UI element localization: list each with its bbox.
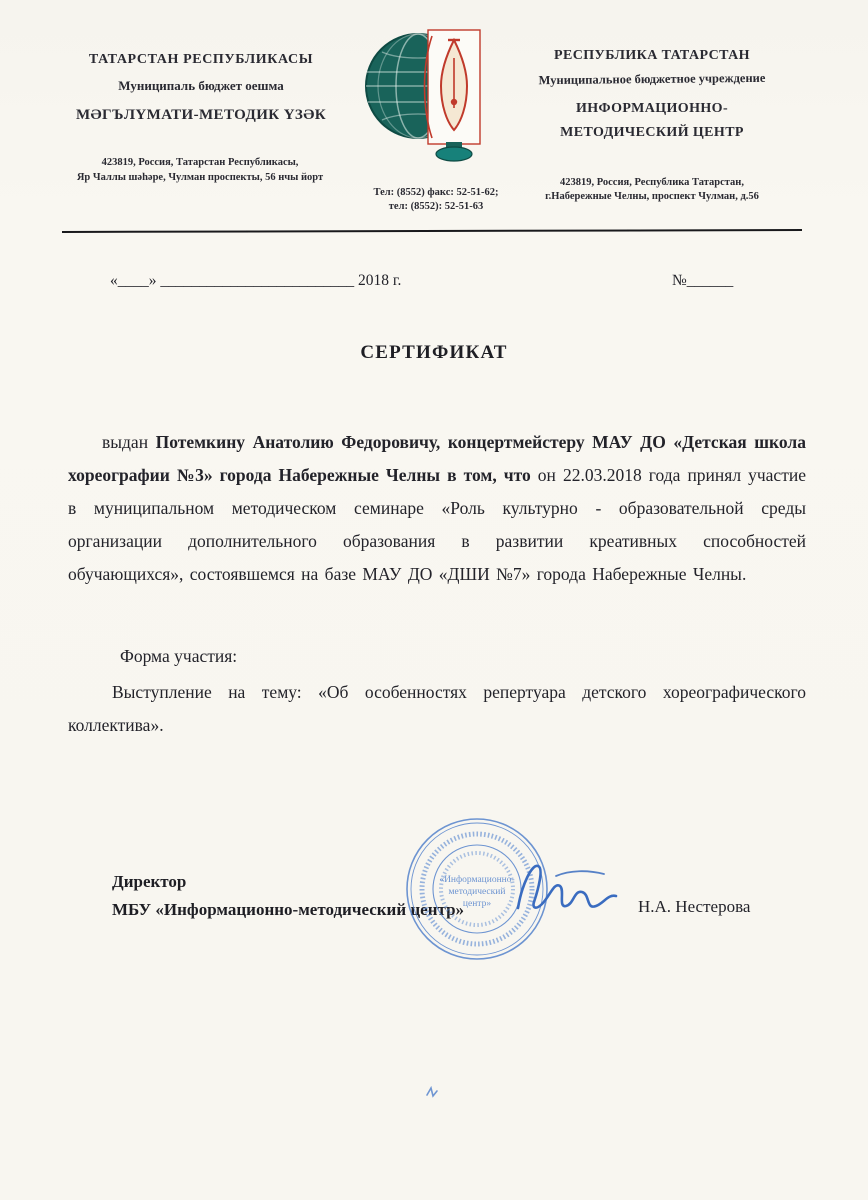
address-russian — [512, 176, 792, 204]
participation-text: Выступление на тему: «Об особенностях репертуара детского хореографического коллектива». — [68, 682, 806, 735]
signer-name: Н.А. Нестерова — [638, 897, 751, 916]
org-name-tatar-line3: МӘГЪЛҮМАТИ-МЕТОДИК ҮЗӘК — [75, 107, 327, 123]
ink-mark — [424, 1085, 440, 1101]
address-tatar-line1: 423819, Россия, Татарстан Республикасы, — [101, 157, 299, 168]
signature-icon — [512, 856, 622, 928]
signer-role-line2: МБУ «Информационно-методический центр» — [112, 900, 465, 919]
document-title: СЕРТИФИКАТ — [360, 342, 508, 363]
globe-pen-icon — [360, 24, 506, 172]
stamp-center-line3: центр» — [462, 899, 492, 909]
address-russian-line2: г.Набережные Челны, проспект Чулман, д.56 — [545, 191, 759, 202]
ink-mark-icon — [424, 1085, 440, 1101]
org-name-tatar-line1: ТАТАРСТАН РЕСПУБЛИКАСЫ — [88, 52, 314, 67]
stamp-center-line1: «Информационно- — [439, 875, 515, 885]
body-segment-regular-2: он 22.03.2018 года принял участие в муниципальном методическом семинаре «Роль культурно - образовательной среды организации дополнительного образования в развитии креативных способностей обучающихся», состоявшемся на базе МАУ ДО «ДШИ №7» города Набережные Челны. — [68, 464, 806, 584]
participation-label: Форма участия: — [120, 646, 238, 666]
address-tatar — [60, 155, 340, 185]
header-right-russian — [502, 48, 802, 145]
stamp-center-line2: методический — [448, 887, 506, 897]
address-tatar-line2: Яр Чаллы шәһәре, Чулман проспекты, 56 нчы йорт — [76, 172, 324, 183]
organization-logo — [360, 24, 506, 172]
header-divider-line — [62, 229, 802, 233]
body-segment-regular-1: выдан — [102, 431, 156, 452]
header-left-tatar — [68, 52, 334, 124]
document-number-field: №______ — [672, 272, 734, 289]
org-region-russian: РЕСПУБЛИКА ТАТАРСТАН — [554, 48, 750, 63]
signer-role-line1: Директор — [112, 872, 187, 891]
handwritten-signature — [512, 856, 622, 928]
phone-line2: тел: (8552): 52-51-63 — [388, 201, 484, 212]
org-type-russian: Муниципальное бюджетное учреждение — [538, 70, 766, 88]
address-russian-line1: 423819, Россия, Республика Татарстан, — [559, 177, 744, 188]
body-segment-recipient-bold: Потемкину Анатолию Федоровичу, концертмейстеру МАУ ДО «Детская школа хореографии №3» города Набережные Челны в том, что — [68, 431, 806, 485]
org-name-tatar-line2: Муниципаль бюджет оешма — [118, 78, 284, 93]
header-phones — [348, 186, 524, 214]
date-blank-field: «____» _________________________ 2018 г. — [110, 272, 402, 289]
certificate-body-paragraph — [68, 426, 806, 591]
phone-line1: Тел: (8552) факс: 52-51-62; — [373, 187, 499, 198]
org-name-russian-line1: ИНФОРМАЦИОННО- — [575, 101, 729, 116]
participation-section — [68, 646, 806, 742]
org-name-russian-line2: МЕТОДИЧЕСКИЙ ЦЕНТР — [560, 125, 744, 140]
